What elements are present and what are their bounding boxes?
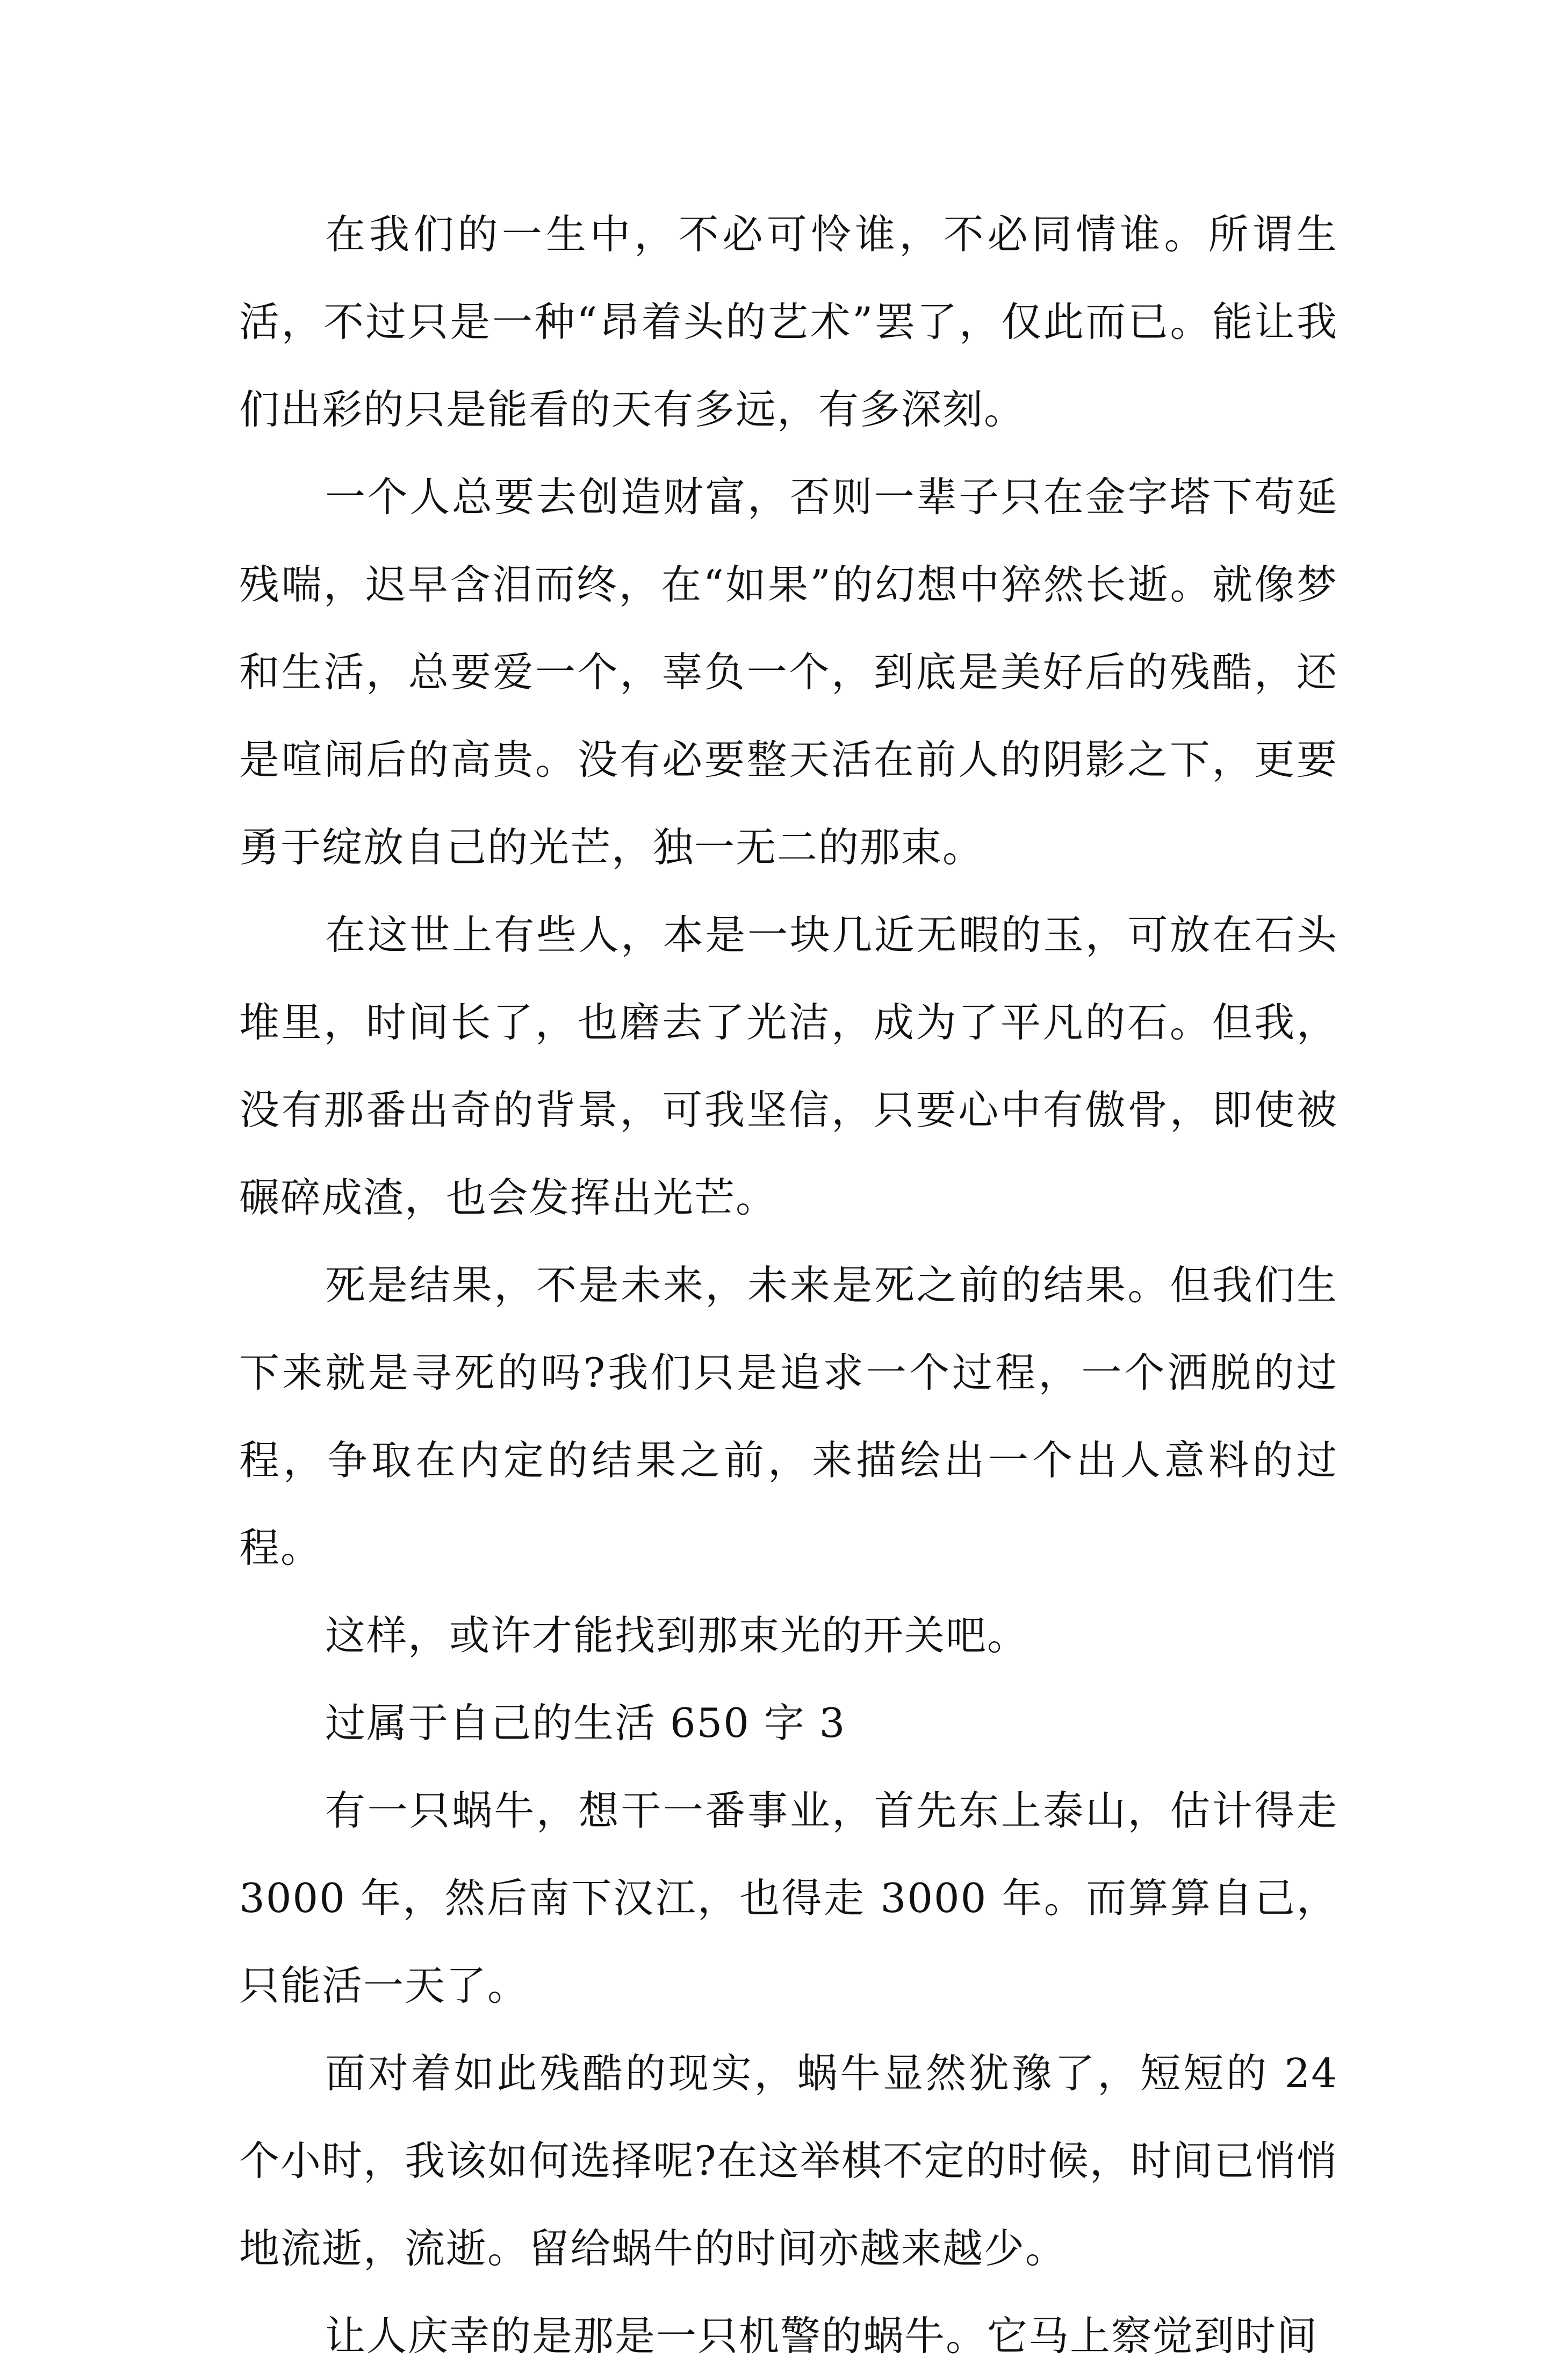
paragraph-6: 有一只蜗牛，想干一番事业，首先东上泰山，估计得走3000 年，然后南下汉江，也得走 3000 年。而算算自己，只能活一天了。 xyxy=(239,1787,1338,2009)
paragraph-2: 一个人总要去创造财富，否则一辈子只在金字塔下苟延残喘，迟早含泪而终，在“如果”的幻想中猝然长逝。就像梦和生活，总要爱一个，辜负一个，到底是美好后的残酷，还是喧闹后的高贵。没有必要整天活在前人的阴影之下，更要勇于绽放自己的光芒，独一无二的那束。 xyxy=(239,473,1338,871)
body-text xyxy=(239,191,1338,2380)
paragraph-7: 面对着如此残酷的现实，蜗牛显然犹豫了，短短的 24个小时，我该如何选择呢?在这举棋不定的时候，时间已悄悄地流逝，流逝。留给蜗牛的时间亦越来越少。 xyxy=(239,2050,1338,2272)
paragraph-8: 让人庆幸的是那是一只机警的蜗牛。它马上察觉到时间 xyxy=(325,2312,1319,2360)
paragraph-5: 这样，或许才能找到那束光的开关吧。 xyxy=(325,1612,1029,1659)
paragraph-4: 死是结果，不是未来，未来是死之前的结果。但我们生下来就是寻死的吗?我们只是追求一个过程，一个洒脱的过程，争取在内定的结果之前，来描绘出一个出人意料的过程。 xyxy=(239,1261,1338,1571)
paragraph-3: 在这世上有些人，本是一块几近无暇的玉，可放在石头堆里，时间长了，也磨去了光洁，成为了平凡的石。但我，没有那番出奇的背景，可我坚信，只要心中有傲骨，即使被碾碎成渣，也会发挥出光芒。 xyxy=(239,911,1338,1221)
paragraph-1: 在我们的一生中，不必可怜谁，不必同情谁。所谓生活，不过只是一种“昂着头的艺术”罢了，仅此而已。能让我们出彩的只是能看的天有多远，有多深刻。 xyxy=(239,211,1338,433)
section-heading: 过属于自己的生活 650 字 3 xyxy=(325,1699,846,1747)
